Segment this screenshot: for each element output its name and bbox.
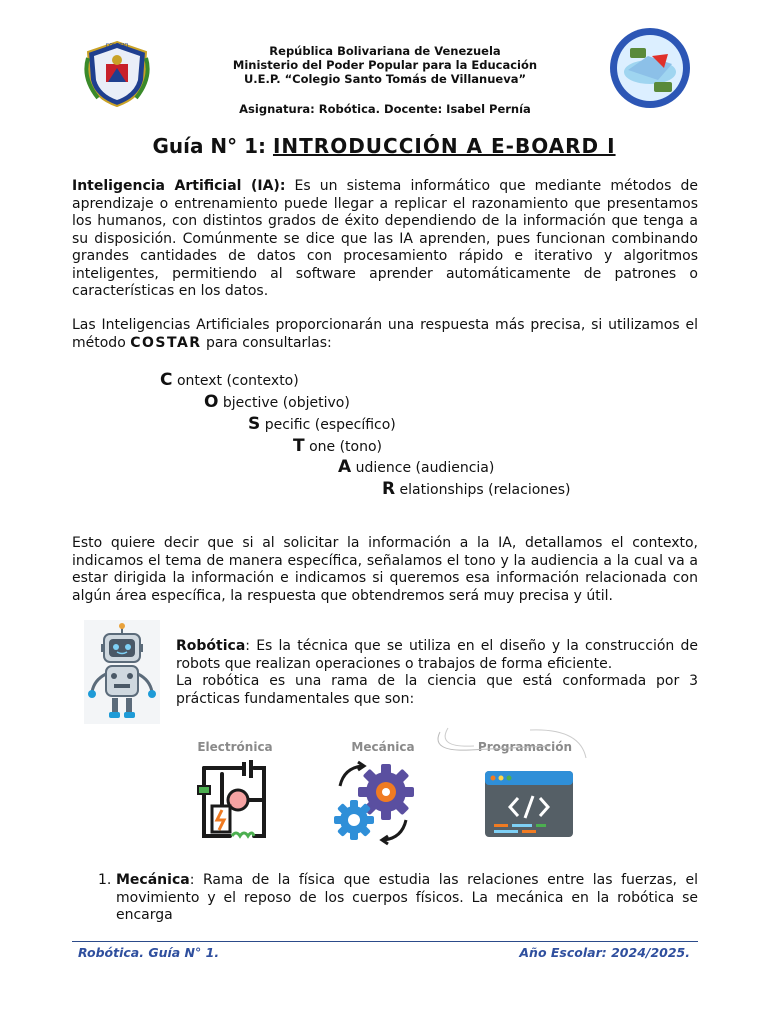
costar-text: bjective (objetivo) — [222, 395, 350, 411]
numbered-list — [98, 872, 698, 925]
robotics-definition — [176, 638, 698, 708]
footer-divider — [72, 941, 698, 942]
costar-text: pecific (específico) — [264, 417, 396, 433]
header-institution — [210, 44, 560, 86]
title-main: INTRODUCCIÓN A E-BOARD I — [272, 134, 616, 158]
school-crest-logo — [82, 38, 152, 110]
decorative-swoosh — [430, 722, 590, 766]
gears-icon — [330, 760, 416, 850]
costar-intro — [72, 317, 698, 352]
robot-illustration — [84, 620, 160, 724]
practice-label-mechanics: Mecánica — [351, 740, 415, 754]
footer-left: Robótica. Guía N° 1. — [78, 945, 220, 960]
list-item — [98, 872, 698, 925]
costar-text: elationships (relaciones) — [399, 482, 571, 498]
header-country: República Bolivariana de Venezuela — [269, 44, 501, 58]
robotics-club-logo — [608, 26, 692, 110]
costar-text: one (tono) — [309, 439, 382, 455]
costar-item-c — [160, 370, 299, 390]
costar-letter: C — [160, 370, 173, 390]
costar-intro-after: para consultarlas: — [201, 334, 332, 351]
ia-paragraph — [72, 178, 698, 301]
costar-text: ontext (contexto) — [176, 373, 299, 389]
costar-item-t — [293, 436, 382, 456]
costar-item-r — [382, 479, 571, 499]
header-school: U.E.P. “Colegio Santo Tomás de Villanueva” — [243, 72, 527, 86]
circuit-icon — [192, 760, 276, 848]
header-ministry: Ministerio del Poder Popular para la Educación — [232, 58, 538, 72]
list-number: 1. — [98, 872, 112, 888]
svg-text:COLEGIO: COLEGIO — [105, 43, 129, 49]
header-subject: Asignatura: Robótica. Docente: Isabel Pernía — [239, 102, 531, 116]
costar-text: udience (audiencia) — [355, 460, 495, 476]
code-window-icon — [484, 770, 574, 842]
costar-method: COSTAR — [130, 334, 202, 351]
costar-letter: A — [338, 457, 352, 477]
title-prefix: Guía N° 1: — [152, 134, 273, 158]
page-title — [72, 134, 696, 158]
practice-label-electronics: Electrónica — [197, 740, 273, 754]
robotics-line1 — [176, 638, 698, 673]
costar-intro-text: Las Inteligencias Artificiales proporcionarán una respuesta más precisa, si utilizamos el método — [72, 317, 698, 351]
robotics-term: Robótica — [176, 638, 246, 654]
ia-body: Es un sistema informático que mediante métodos de aprendizaje o entrenamiento puede llegar a replicar el razonamiento que presentamos los humanos, con distintos grados de éxito dependiendo de la información que tenga a su disposición. Comúnmente se dice que las IA aprenden, pues funcionan combinando grandes cantidades de datos con procesamiento rápido e iterativo y algoritmos inteligentes, permitiendo al software aprender automáticamente de patrones o características en los datos. — [72, 178, 698, 299]
practice-label-programming: Programación — [477, 740, 573, 754]
costar-item-a — [338, 457, 494, 477]
footer-right: Año Escolar: 2024/2025. — [519, 945, 690, 960]
explanation-paragraph: Esto quiere decir que si al solicitar la información a la IA, detallamos el contexto, indicamos el tema de manera específica, señalamos el tono y la audiencia a la cual va a estar dirigida la información e indicamos si queremos esa información relacionada con algún área específica, la respuesta que obtendremos será muy precisa y útil. — [72, 535, 698, 604]
list-term: Mecánica — [116, 872, 190, 888]
costar-letter: T — [293, 436, 305, 456]
ia-term: Inteligencia Artificial (IA): — [72, 178, 286, 194]
costar-letter: O — [204, 392, 219, 412]
robotics-body1: : Es la técnica que se utiliza en el diseño y la construcción de robots que realizan operaciones o trabajos de forma eficiente. — [176, 638, 698, 672]
robotics-body2: La robótica es una rama de la ciencia que está conformada por 3 prácticas fundamentales que son: — [176, 673, 698, 707]
costar-letter: R — [382, 479, 396, 499]
list-body: : Rama de la física que estudia las relaciones entre las fuerzas, el movimiento y el reposo de los cuerpos físicos. La mecánica en la robótica se encarga — [116, 872, 698, 923]
costar-item-s — [248, 414, 396, 434]
costar-item-o — [204, 392, 350, 412]
costar-letter: S — [248, 414, 261, 434]
